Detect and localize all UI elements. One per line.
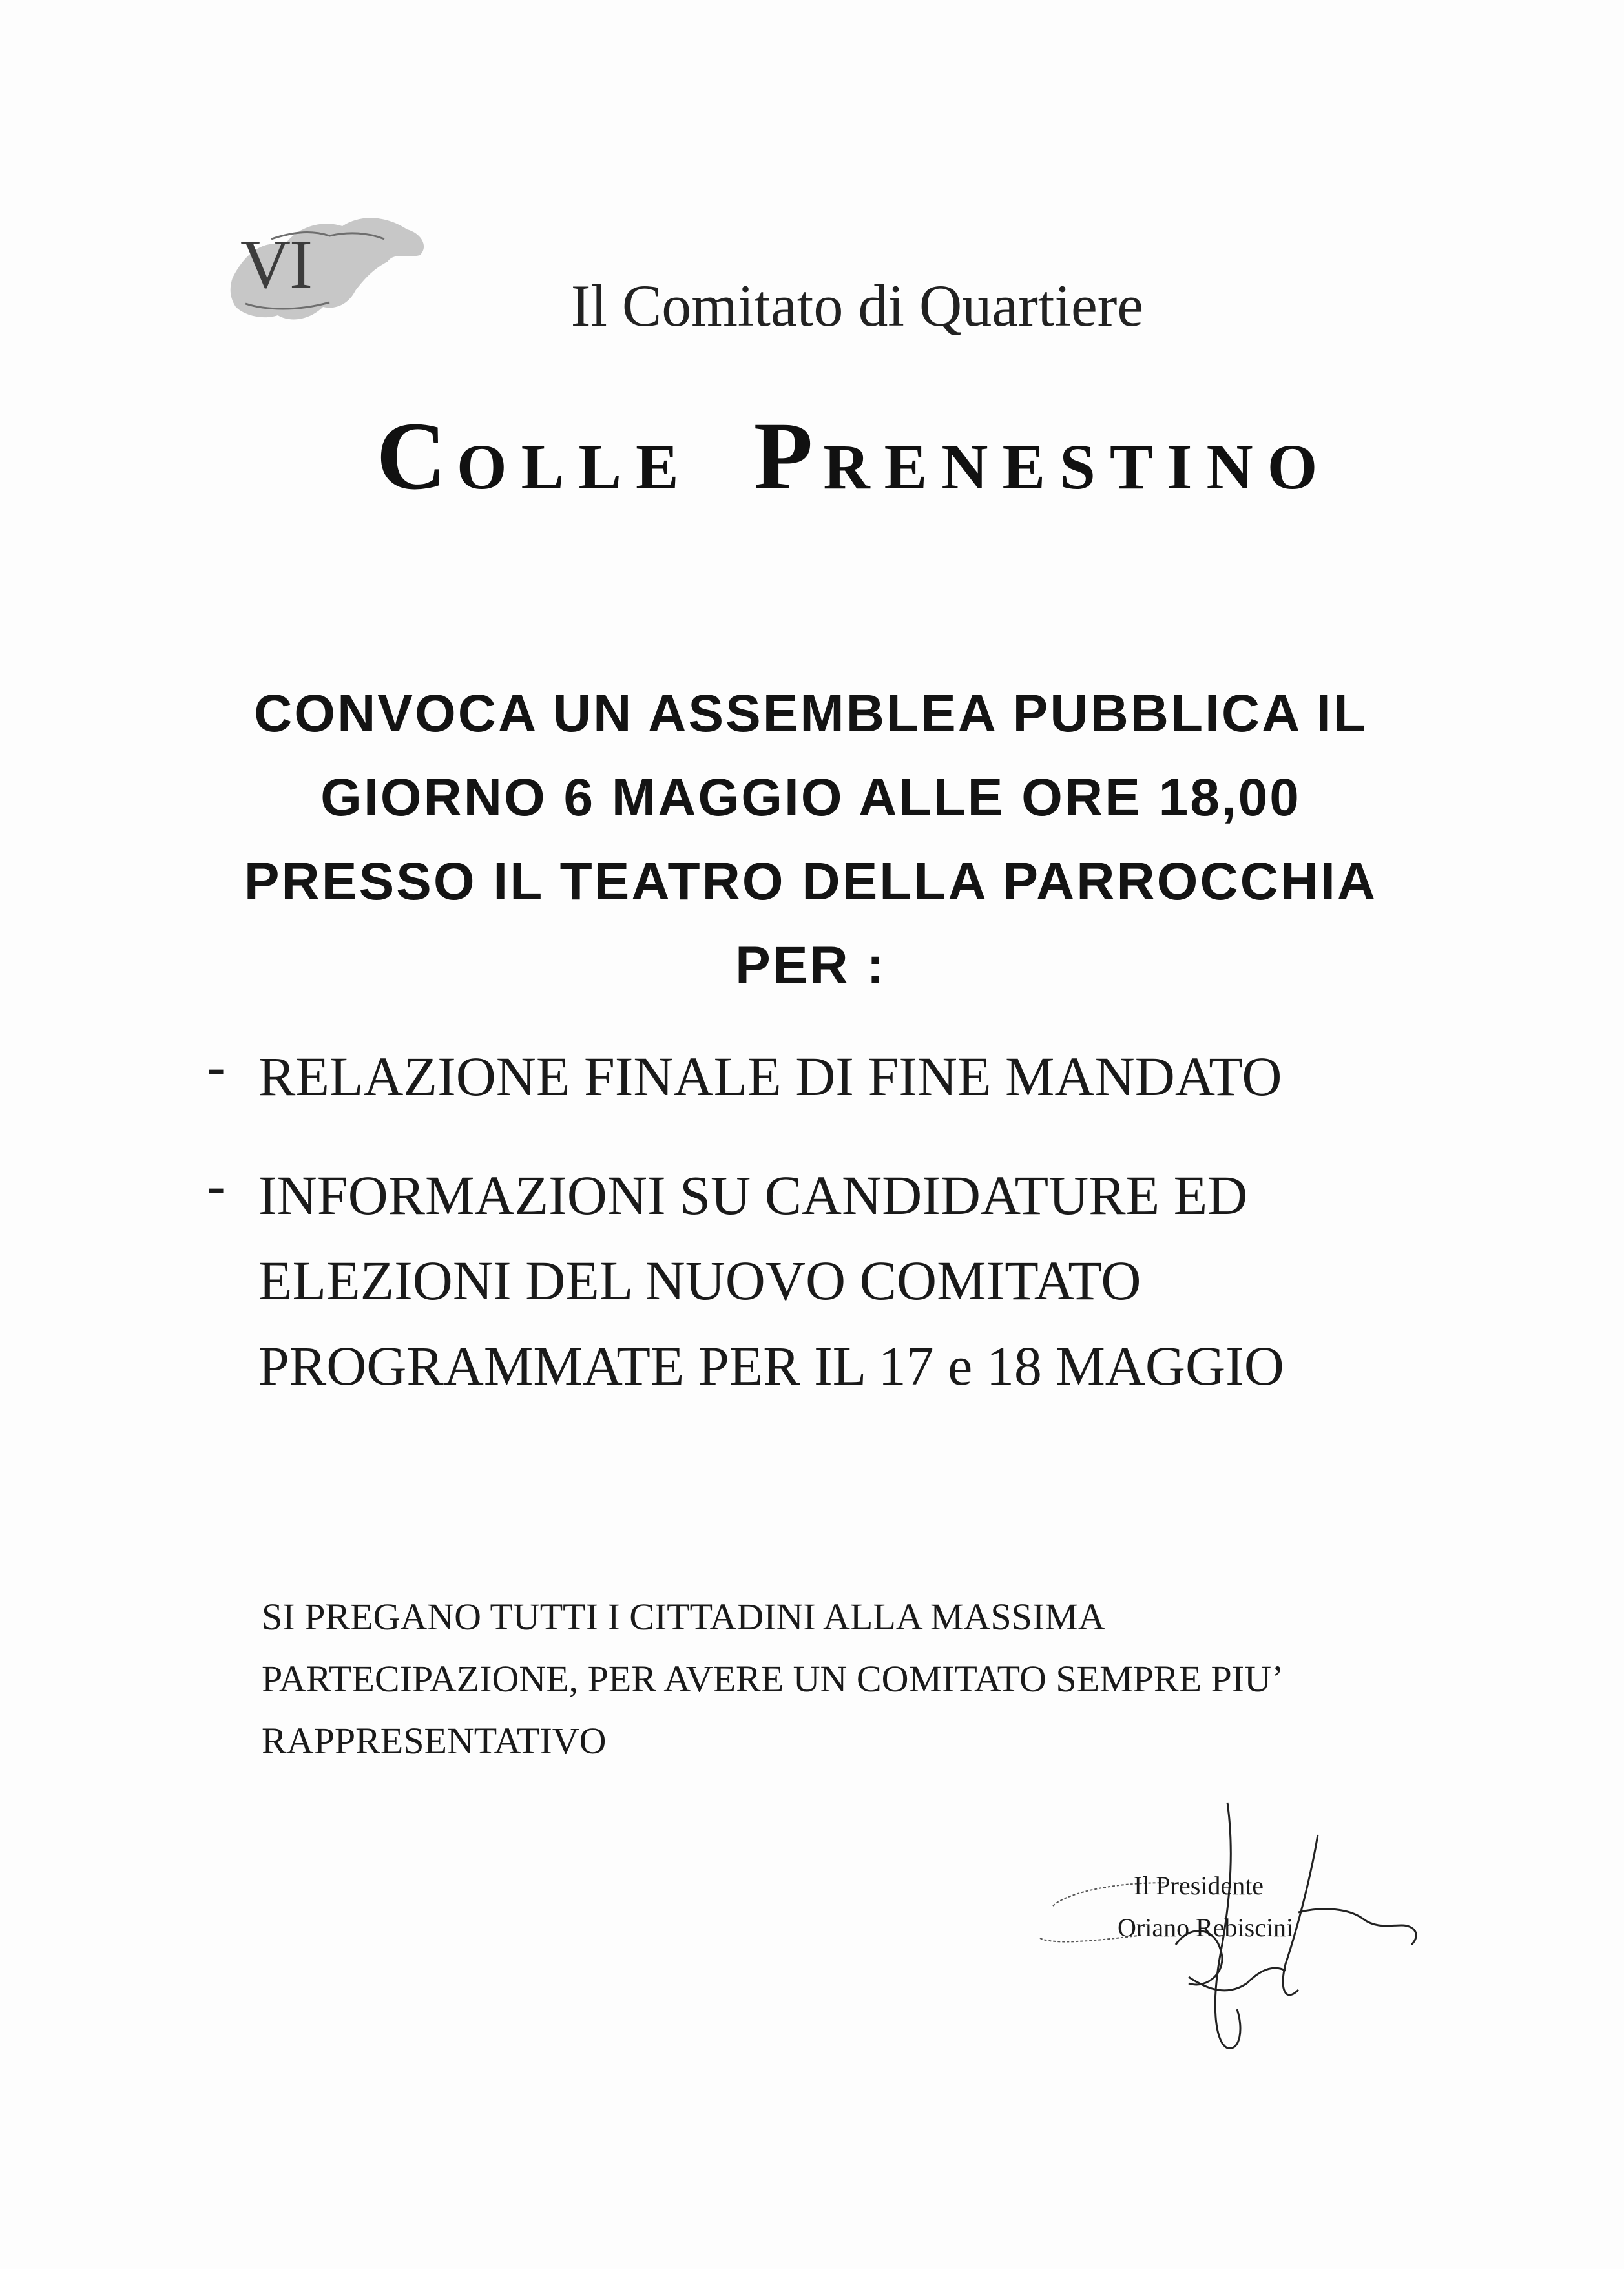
notice-line: PRESSO IL TEATRO DELLA PARROCCHIA	[244, 852, 1378, 911]
district-name-word2-initial: P	[753, 403, 824, 510]
agenda-item	[207, 1034, 1499, 1119]
signatory-role: Il Presidente	[1134, 1871, 1264, 1900]
agenda-bullet: -	[207, 1035, 225, 1097]
closing-line: SI PREGANO TUTTI I CITTADINI ALLA MASSIMA	[262, 1596, 1105, 1638]
agenda-item-text: INFORMAZIONI SU CANDIDATURE ED	[258, 1164, 1248, 1226]
closing-line: PARTECIPAZIONE, PER AVERE UN COMITATO SEMPRE PIU’	[262, 1658, 1284, 1700]
notice-line: GIORNO 6 MAGGIO ALLE ORE 18,00	[320, 768, 1301, 827]
district-name	[0, 401, 1624, 512]
agenda-list	[207, 1034, 1499, 1442]
notice-line: PER :	[735, 936, 886, 995]
district-name-word2-rest: RENESTINO	[823, 431, 1332, 503]
notice-line: CONVOCA UN ASSEMBLEA PUBBLICA IL	[254, 684, 1368, 743]
assembly-notice	[155, 672, 1466, 1008]
agenda-item-text: PROGRAMMATE PER IL 17 e 18 MAGGIO	[258, 1335, 1284, 1397]
agenda-item	[207, 1153, 1499, 1408]
agenda-item-text: RELAZIONE FINALE DI FINE MANDATO	[258, 1045, 1282, 1107]
closing-line: RAPPRESENTATIVO	[262, 1720, 607, 1762]
agenda-bullet: -	[207, 1154, 225, 1216]
closing-appeal	[262, 1586, 1489, 1772]
committee-title: Il Comitato di Quartiere	[570, 273, 1144, 339]
logo-text: VI	[240, 226, 311, 303]
district-name-word1-rest: OLLE	[456, 431, 693, 503]
district-name-word1-initial: C	[376, 403, 457, 510]
signature-block	[1014, 1796, 1466, 2067]
agenda-item-text: ELEZIONI DEL NUOVO COMITATO	[258, 1250, 1141, 1312]
signatory-name: Oriano Rebiscini	[1118, 1913, 1294, 1942]
